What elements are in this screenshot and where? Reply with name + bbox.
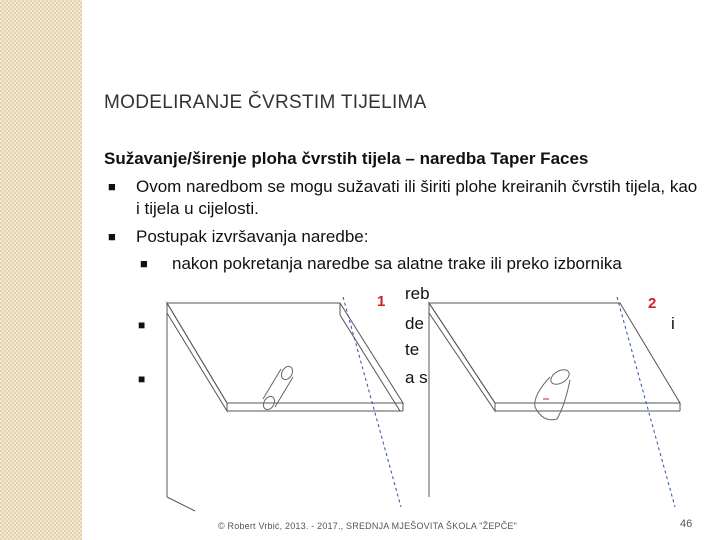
covered-fragment: i [671,314,675,333]
square-bullet-icon: ■ [108,179,116,194]
covered-fragment: reb [405,284,430,303]
square-bullet-icon: ■ [138,372,146,386]
figure-marker-2: 2 [648,295,657,312]
figure-marker-1: 1 [377,293,386,310]
sub-bullet-text: nakon pokretanja naredbe sa alatne trake ili preko izbornika [172,254,622,273]
square-bullet-icon: ■ [108,229,116,244]
slide-content [104,148,704,275]
bullet-text: Postupak izvršavanja naredbe: [136,227,369,246]
slide-title: MODELIRANJE ČVRSTIM TIJELIMA [104,92,427,113]
bullet-item [104,176,704,220]
bullet-text: Ovom naredbom se mogu sužavati ili širiti plohe kreiranih čvrstih tijela, kao i tijela u cijelosti. [136,177,698,218]
square-bullet-icon: ■ [138,318,146,332]
slide-subtitle: Sužavanje/širenje ploha čvrstih tijela – naredba Taper Faces [104,149,589,168]
taper-diagram [138,284,685,515]
page-number: 46 [680,518,693,530]
square-bullet-icon: ■ [140,256,148,271]
taper-figure [138,284,685,515]
sub-bullet-item [104,253,704,275]
bullet-item [104,226,704,248]
figure1-background [165,293,405,511]
covered-fragment: a s [405,368,428,387]
decorative-side-strip [0,0,82,540]
slide-footer: © Robert Vrbić, 2013. - 2017., SREDNJA MJEŠOVITA ŠKOLA "ŽEPČE" [218,521,518,531]
covered-fragment: te [405,340,420,359]
covered-fragment: de [405,314,424,333]
